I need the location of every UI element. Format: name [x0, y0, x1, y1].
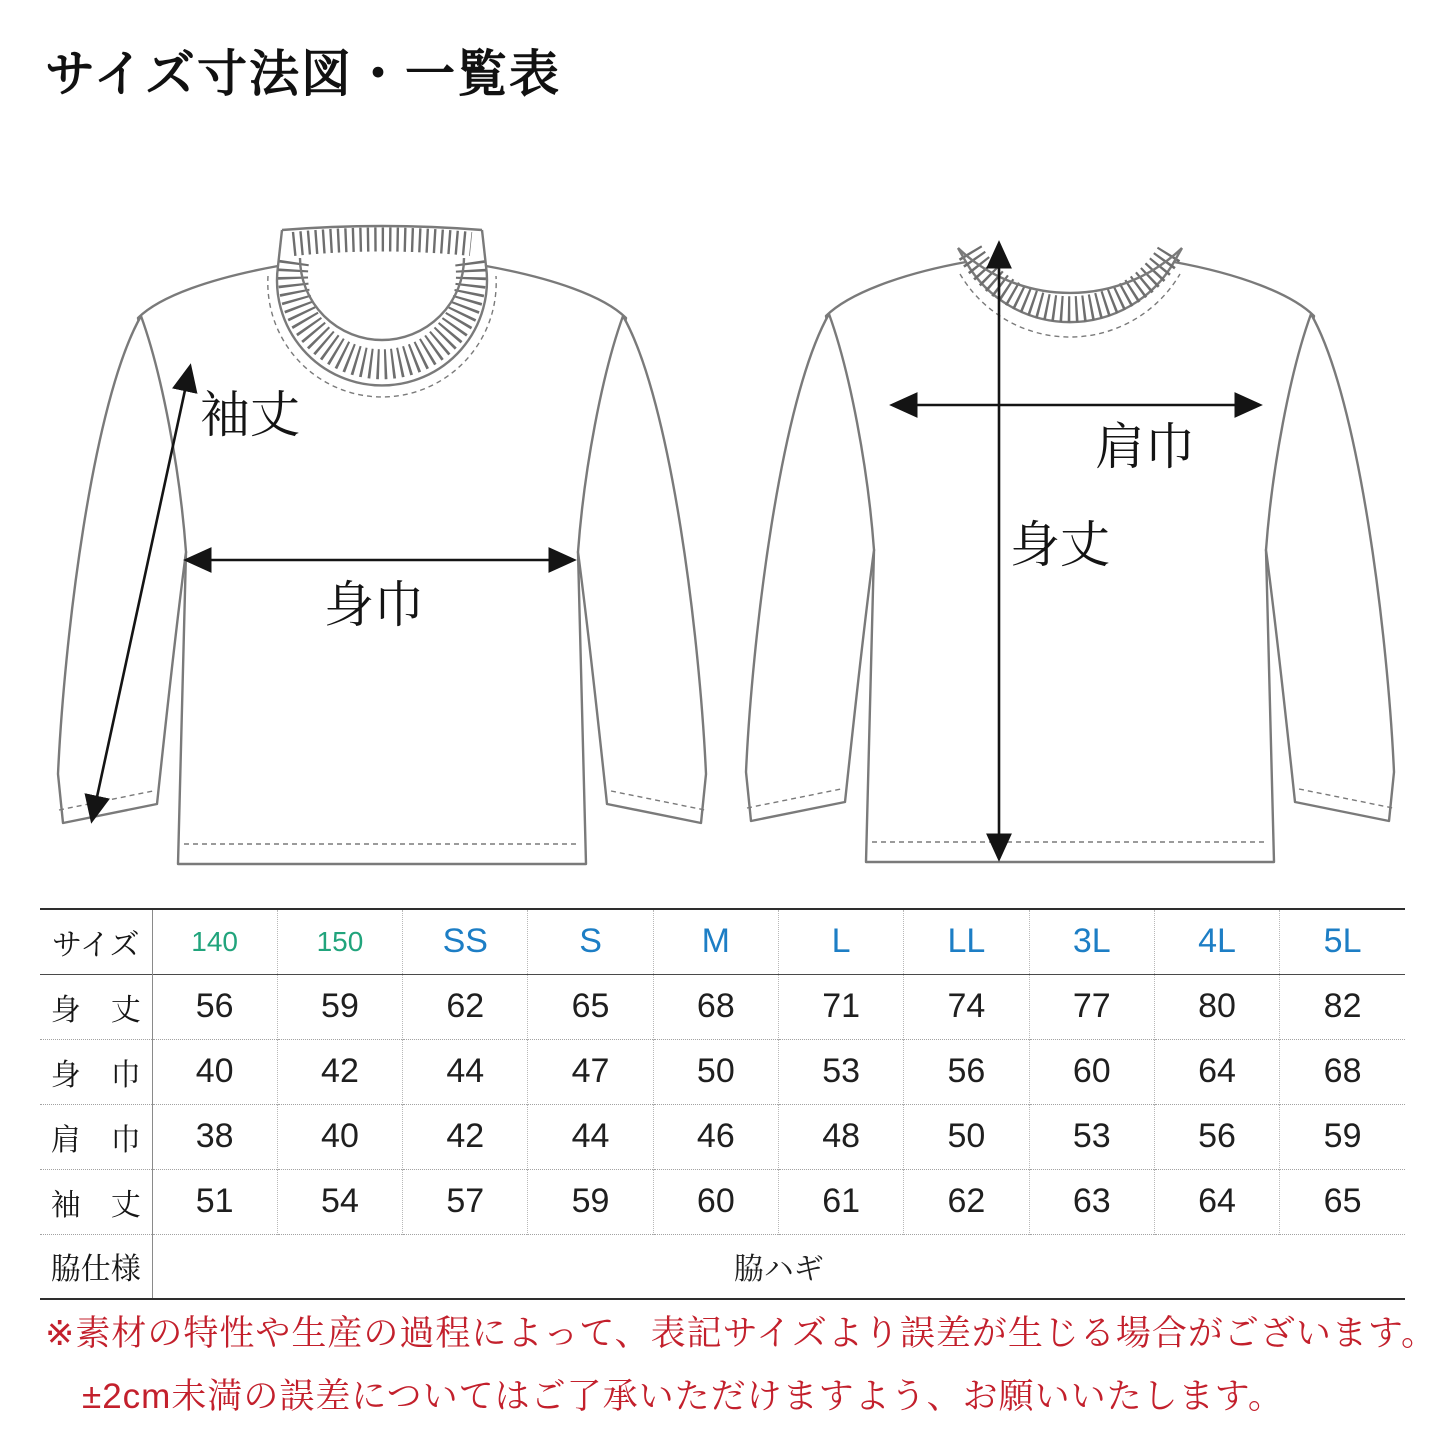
- row-label: 肩 巾: [40, 1104, 152, 1169]
- disclaimer-notes: [45, 1302, 1437, 1428]
- measurement-cell: 56: [195, 987, 234, 1025]
- measurement-cell: 40: [277, 1104, 402, 1169]
- table-row-shoulder-width: [40, 1104, 1405, 1169]
- body-width-label: 身巾: [324, 577, 424, 633]
- measurement-cell: 60: [653, 1169, 778, 1234]
- measurement-cell: 63: [1029, 1169, 1154, 1234]
- measurement-cell: 48: [778, 1104, 903, 1169]
- measurement-cell: 59: [1280, 1104, 1405, 1169]
- measurement-cell: 65: [528, 974, 653, 1039]
- body-length-label: 身丈: [1010, 517, 1110, 573]
- size-col-s: S: [528, 909, 653, 974]
- measurement-cell: 54: [277, 1169, 402, 1234]
- sleeve-length-label: 袖丈: [200, 387, 300, 443]
- measurement-cell: 50: [653, 1039, 778, 1104]
- measurement-cell: 64: [1154, 1169, 1279, 1234]
- measurement-cell: 57: [403, 1169, 528, 1234]
- measurement-cell: 60: [1029, 1039, 1154, 1104]
- size-col-l: L: [778, 909, 903, 974]
- measurement-cell: 71: [778, 974, 903, 1039]
- size-header-label: サイズ: [40, 909, 152, 974]
- measurement-cell: 62: [904, 1169, 1029, 1234]
- shoulder-width-label: 肩巾: [1095, 419, 1195, 475]
- measurement-cell: 53: [778, 1039, 903, 1104]
- measurement-cell: 50: [904, 1104, 1029, 1169]
- size-col-ss: SS: [403, 909, 528, 974]
- size-col-140: 140: [191, 925, 238, 957]
- page-title: サイズ寸法図・一覧表: [45, 46, 561, 102]
- measurement-cell: 47: [528, 1039, 653, 1104]
- measurement-cell: 74: [904, 974, 1029, 1039]
- measurement-cell: 62: [403, 974, 528, 1039]
- front-body-outline: [138, 266, 626, 864]
- measurement-cell: 44: [528, 1104, 653, 1169]
- measurement-cell: 68: [1280, 1039, 1405, 1104]
- row-label: 身 巾: [40, 1039, 152, 1104]
- measurement-cell: 61: [778, 1169, 903, 1234]
- shirt-front-diagram: [42, 222, 727, 877]
- measurement-cell: 42: [277, 1039, 402, 1104]
- disclaimer-line-2: ±2cm未満の誤差についてはご了承いただけますよう、お願いいたします。: [82, 1377, 1284, 1416]
- shirt-back-diagram: [730, 222, 1415, 877]
- measurement-cell: 59: [277, 974, 402, 1039]
- table-row-body-length: [40, 974, 1405, 1039]
- measurement-cell: 46: [653, 1104, 778, 1169]
- front-collar-inner-edge: [300, 258, 464, 340]
- front-collar-top-ribbing: [293, 240, 471, 245]
- measurement-cell: 64: [1154, 1039, 1279, 1104]
- measurement-cell: 53: [1029, 1104, 1154, 1169]
- measurement-cell: 40: [195, 1052, 234, 1090]
- table-row-sleeve-length: [40, 1169, 1405, 1234]
- size-col-m: M: [653, 909, 778, 974]
- measurement-cell: 65: [1280, 1169, 1405, 1234]
- measurement-cell: 38: [195, 1117, 234, 1155]
- size-col-ll: LL: [904, 909, 1029, 974]
- row-label: 身 丈: [40, 974, 152, 1039]
- size-col-3l: 3L: [1029, 909, 1154, 974]
- measurement-cell: 56: [904, 1039, 1029, 1104]
- measurement-cell: 56: [1154, 1104, 1279, 1169]
- disclaimer-line-1: ※素材の特性や生産の過程によって、表記サイズより誤差が生じる場合がございます。: [45, 1314, 1438, 1353]
- size-col-5l: 5L: [1280, 909, 1405, 974]
- measurement-cell: 82: [1280, 974, 1405, 1039]
- size-header-row: [40, 909, 1405, 974]
- size-table: [40, 908, 1405, 1300]
- size-col-4l: 4L: [1154, 909, 1279, 974]
- measurement-cell: 42: [403, 1104, 528, 1169]
- measurement-cell: 59: [528, 1169, 653, 1234]
- table-row-body-width: [40, 1039, 1405, 1104]
- table-row-side-spec: [40, 1234, 1405, 1299]
- row-label: 袖 丈: [40, 1169, 152, 1234]
- measurement-cell: 80: [1154, 974, 1279, 1039]
- size-col-150: 150: [277, 909, 402, 974]
- measurement-cell: 77: [1029, 974, 1154, 1039]
- row-label: 脇仕様: [40, 1234, 152, 1299]
- measurement-cell: 68: [653, 974, 778, 1039]
- measurement-cell: 44: [403, 1039, 528, 1104]
- side-spec-value: 脇ハギ: [733, 1253, 824, 1287]
- measurement-cell: 51: [195, 1182, 234, 1220]
